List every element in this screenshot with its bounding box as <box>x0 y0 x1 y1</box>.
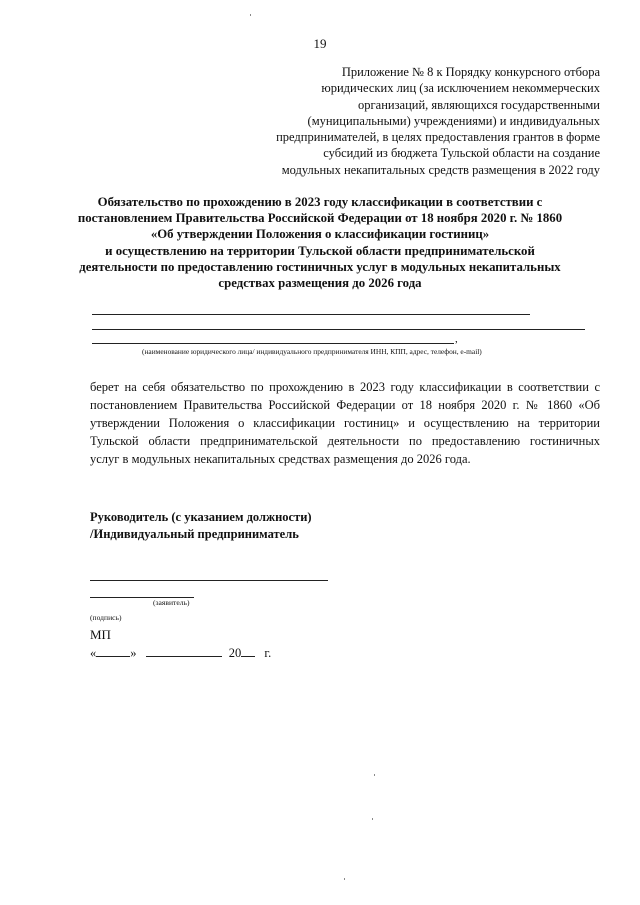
signature-label: (подпись) <box>90 613 122 622</box>
fill-comma: , <box>455 333 458 345</box>
appendix-line: субсидий из бюджета Тульской области на создание <box>323 146 600 161</box>
document-title <box>60 194 580 291</box>
date-year-blank <box>241 645 255 657</box>
signatory-name-line <box>90 580 328 581</box>
appendix-line: (муниципальными) учреждениями) и индивидуальных <box>307 113 600 128</box>
obligation-text <box>90 378 600 468</box>
org-name-line-1 <box>92 314 530 315</box>
signatory-title <box>90 509 312 543</box>
applicant-label: (заявитель) <box>153 598 190 607</box>
stamp-label: МП <box>90 627 111 642</box>
date-line <box>90 645 271 661</box>
title-line: постановлением Правительства Российской Федерации от 18 ноября 2020 г. № 1860 <box>77 211 563 226</box>
appendix-line: модульных некапитальных средств размещения в 2022 году <box>281 162 600 177</box>
title-line: «Об утверждении Положения о классификации гостиниц» <box>150 227 490 242</box>
date-year-suffix: г. <box>264 646 272 660</box>
date-month-blank <box>146 645 222 657</box>
title-line: деятельности по предоставлению гостиничных услуг в модульных некапитальных <box>79 259 561 274</box>
signatory-line: /Индивидуальный предприниматель <box>90 527 299 541</box>
org-name-line-3 <box>92 343 454 344</box>
date-open-quote: « <box>90 646 97 660</box>
scan-speck <box>374 774 375 776</box>
body-line: берет на себя обязательство по прохождению в 2023 году классификации в соответствии с <box>90 380 600 394</box>
title-line: и осуществлению на территории Тульской области предпринимательской <box>105 243 535 258</box>
scan-speck <box>344 878 345 880</box>
appendix-line: предпринимателей, в целях предоставления грантов в форме <box>276 130 600 145</box>
title-line: Обязательство по прохождению в 2023 году классификации в соответствии с <box>97 195 543 209</box>
org-name-line-2 <box>92 329 585 330</box>
body-line: услуг в модульных некапитальных средствах размещения до 2026 года. <box>90 452 471 466</box>
body-line: утверждении Положения о классификации гостиниц» и осуществлению на территории <box>90 416 600 430</box>
signatory-line: Руководитель (с указанием должности) <box>90 510 312 524</box>
appendix-note <box>240 64 600 178</box>
appendix-line: организаций, являющихся государственными <box>358 97 600 112</box>
appendix-line: Приложение № 8 к Порядку конкурсного отбора <box>341 65 600 79</box>
appendix-line: юридических лиц (за исключением некоммерческих <box>321 81 600 96</box>
fill-caption: (наименование юридического лица/ индивидуального предпринимателя ИНН, КПП, адрес, телефон, e-mail) <box>142 347 482 356</box>
date-day-blank <box>96 645 130 657</box>
body-line: Тульской области предпринимательской деятельности по предоставлению гостиничных <box>90 434 600 448</box>
date-year-prefix: 20 <box>228 646 242 660</box>
page-number: 19 <box>313 36 327 51</box>
body-line: постановлением Правительства Российской Федерации от 18 ноября 2020 г. № 1860 «Об <box>90 398 600 412</box>
date-close-quote: » <box>130 646 137 660</box>
title-line: средствах размещения до 2026 года <box>218 276 422 291</box>
scan-speck <box>372 818 373 820</box>
scan-speck <box>250 14 251 16</box>
